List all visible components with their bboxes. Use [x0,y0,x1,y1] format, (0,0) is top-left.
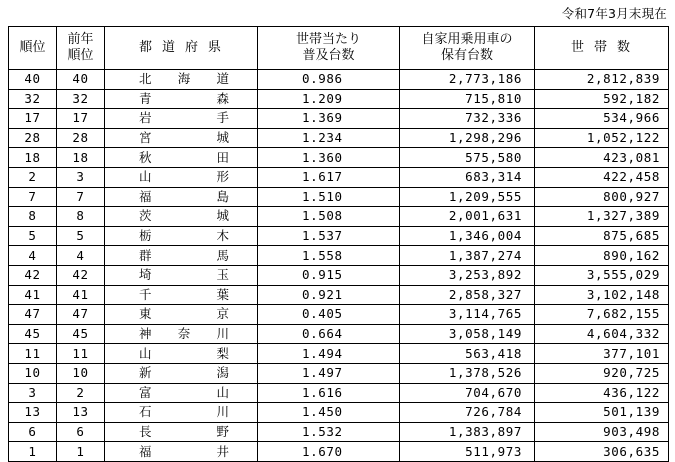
cars-cell: 715,810 [400,89,535,109]
cars-cell: 511,973 [400,442,535,462]
table-row [9,187,669,207]
prev-rank-cell: 28 [57,128,105,148]
households-cell: 7,682,155 [535,305,669,325]
rank-cell: 13 [9,403,57,423]
table-row [9,89,669,109]
table-row [9,403,669,423]
per-household-cell: 1.508 [258,207,400,227]
cars-cell: 3,253,892 [400,265,535,285]
per-household-cell: 0.986 [258,70,400,90]
header-prev-rank [57,27,105,70]
households-cell: 423,081 [535,148,669,168]
households-cell: 2,812,839 [535,70,669,90]
vehicle-ownership-table [8,26,669,462]
prefecture-name: 神 奈 川 [139,326,229,342]
prev-rank-cell: 3 [57,167,105,187]
prefecture-cell [105,344,258,364]
prefecture-name: 新 潟 [139,365,229,381]
households-cell: 890,162 [535,246,669,266]
rank-cell: 7 [9,187,57,207]
prefecture-name: 岩 手 [139,110,229,126]
rank-cell: 41 [9,285,57,305]
households-cell: 903,498 [535,422,669,442]
prefecture-name: 山 梨 [139,345,229,361]
table-row [9,246,669,266]
table-row [9,148,669,168]
header-prev-rank-line1: 前年 [67,32,94,47]
per-household-cell: 1.532 [258,422,400,442]
table-row [9,109,669,129]
prev-rank-cell: 32 [57,89,105,109]
header-prev-rank-line2: 順位 [67,48,94,63]
prev-rank-cell: 17 [57,109,105,129]
table-row [9,324,669,344]
cars-cell: 726,784 [400,403,535,423]
prev-rank-cell: 2 [57,383,105,403]
prefecture-cell [105,305,258,325]
rank-cell: 4 [9,246,57,266]
prev-rank-cell: 41 [57,285,105,305]
prefecture-name: 千 葉 [139,286,229,302]
prev-rank-cell: 8 [57,207,105,227]
households-cell: 592,182 [535,89,669,109]
prefecture-cell [105,89,258,109]
table-row [9,207,669,227]
table-row [9,265,669,285]
rank-cell: 11 [9,344,57,364]
households-cell: 1,052,122 [535,128,669,148]
prefecture-name: 石 川 [139,404,229,420]
prev-rank-cell: 10 [57,363,105,383]
rank-cell: 17 [9,109,57,129]
cars-cell: 732,336 [400,109,535,129]
per-household-cell: 0.915 [258,265,400,285]
rank-cell: 47 [9,305,57,325]
prev-rank-cell: 6 [57,422,105,442]
per-household-cell: 0.664 [258,324,400,344]
prefecture-name: 富 山 [139,384,229,400]
households-cell: 875,685 [535,226,669,246]
header-row [9,27,669,70]
per-household-cell: 0.405 [258,305,400,325]
header-rank: 順位 [9,27,57,70]
table-row [9,70,669,90]
per-household-cell: 1.494 [258,344,400,364]
prev-rank-cell: 18 [57,148,105,168]
prefecture-cell [105,383,258,403]
prefecture-name: 栃 木 [139,228,229,244]
header-cars [400,27,535,70]
prefecture-cell [105,403,258,423]
prefecture-cell [105,148,258,168]
cars-cell: 3,114,765 [400,305,535,325]
prev-rank-cell: 13 [57,403,105,423]
prefecture-name: 埼 玉 [139,267,229,283]
per-household-cell: 1.670 [258,442,400,462]
prev-rank-cell: 40 [57,70,105,90]
per-household-cell: 1.497 [258,363,400,383]
prev-rank-cell: 45 [57,324,105,344]
header-per-household-line2: 普及台数 [302,48,355,63]
cars-cell: 2,858,327 [400,285,535,305]
per-household-cell: 1.369 [258,109,400,129]
rank-cell: 6 [9,422,57,442]
prefecture-name: 青 森 [139,90,229,106]
prefecture-name: 茨 城 [139,208,229,224]
rank-cell: 45 [9,324,57,344]
prefecture-cell [105,422,258,442]
households-cell: 3,102,148 [535,285,669,305]
per-household-cell: 1.450 [258,403,400,423]
cars-cell: 2,773,186 [400,70,535,90]
prefecture-name: 宮 城 [139,130,229,146]
prefecture-cell [105,109,258,129]
header-per-household-line1: 世帯当たり [295,32,361,47]
prefecture-cell [105,70,258,90]
header-households: 世帯数 [535,27,669,70]
prefecture-name: 群 馬 [139,247,229,263]
cars-cell: 563,418 [400,344,535,364]
prev-rank-cell: 4 [57,246,105,266]
table-row [9,363,669,383]
rank-cell: 5 [9,226,57,246]
per-household-cell: 1.558 [258,246,400,266]
prefecture-cell [105,128,258,148]
cars-cell: 1,209,555 [400,187,535,207]
rank-cell: 10 [9,363,57,383]
rank-cell: 1 [9,442,57,462]
header-cars-line1: 自家用乗用車の [421,32,513,47]
cars-cell: 1,378,526 [400,363,535,383]
prefecture-cell [105,363,258,383]
per-household-cell: 1.510 [258,187,400,207]
prev-rank-cell: 7 [57,187,105,207]
table-row [9,167,669,187]
rank-cell: 18 [9,148,57,168]
cars-cell: 704,670 [400,383,535,403]
prefecture-cell [105,265,258,285]
households-cell: 377,101 [535,344,669,364]
table-row [9,422,669,442]
cars-cell: 575,580 [400,148,535,168]
cars-cell: 3,058,149 [400,324,535,344]
prefecture-name: 長 野 [139,423,229,439]
prefecture-cell [105,285,258,305]
prefecture-name: 北 海 道 [139,71,229,87]
prev-rank-cell: 1 [57,442,105,462]
cars-cell: 683,314 [400,167,535,187]
per-household-cell: 0.921 [258,285,400,305]
households-cell: 4,604,332 [535,324,669,344]
rank-cell: 40 [9,70,57,90]
prefecture-cell [105,246,258,266]
per-household-cell: 1.360 [258,148,400,168]
cars-cell: 1,346,004 [400,226,535,246]
prefecture-cell [105,187,258,207]
cars-cell: 1,383,897 [400,422,535,442]
table-row [9,226,669,246]
prefecture-name: 山 形 [139,169,229,185]
prefecture-cell [105,324,258,344]
prefecture-name: 秋 田 [139,149,229,165]
households-cell: 422,458 [535,167,669,187]
table-row [9,305,669,325]
prefecture-name: 東 京 [139,306,229,322]
rank-cell: 28 [9,128,57,148]
rank-cell: 2 [9,167,57,187]
households-cell: 436,122 [535,383,669,403]
rank-cell: 32 [9,89,57,109]
prev-rank-cell: 5 [57,226,105,246]
rank-cell: 42 [9,265,57,285]
prefecture-cell [105,226,258,246]
households-cell: 800,927 [535,187,669,207]
header-prefecture: 都道府県 [105,27,258,70]
prev-rank-cell: 11 [57,344,105,364]
table-row [9,128,669,148]
prefecture-cell [105,207,258,227]
cars-cell: 1,298,296 [400,128,535,148]
rank-cell: 3 [9,383,57,403]
cars-cell: 1,387,274 [400,246,535,266]
prefecture-name: 福 井 [139,443,229,459]
prefecture-cell [105,167,258,187]
households-cell: 1,327,389 [535,207,669,227]
prefecture-name: 福 島 [139,188,229,204]
per-household-cell: 1.234 [258,128,400,148]
households-cell: 534,966 [535,109,669,129]
per-household-cell: 1.617 [258,167,400,187]
as-of-date: 令和7年3月末現在 [561,6,667,21]
rank-cell: 8 [9,207,57,227]
prev-rank-cell: 47 [57,305,105,325]
households-cell: 306,635 [535,442,669,462]
table-row [9,344,669,364]
households-cell: 501,139 [535,403,669,423]
households-cell: 920,725 [535,363,669,383]
households-cell: 3,555,029 [535,265,669,285]
per-household-cell: 1.537 [258,226,400,246]
header-per-household [258,27,400,70]
per-household-cell: 1.209 [258,89,400,109]
prev-rank-cell: 42 [57,265,105,285]
table-row [9,285,669,305]
table-row [9,383,669,403]
per-household-cell: 1.616 [258,383,400,403]
header-cars-line2: 保有台数 [440,48,493,63]
cars-cell: 2,001,631 [400,207,535,227]
